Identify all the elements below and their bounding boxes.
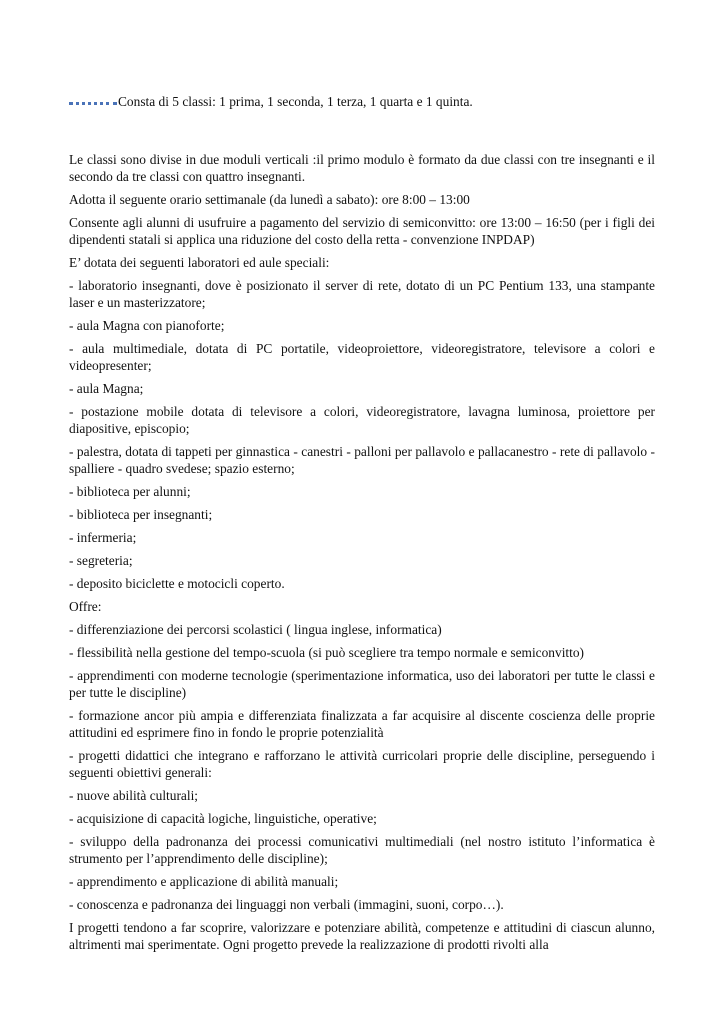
list-item: - acquisizione di capacità logiche, linguistiche, operative; — [69, 811, 377, 826]
list-item: - nuove abilità culturali; — [69, 788, 199, 803]
list-item: - apprendimenti con moderne tecnologie (sperimentazione informatica, uso dei laboratori per tutte le classi e per tutte le discipline) — [69, 668, 655, 700]
paragraph: Le classi sono divise in due moduli verticali :il primo modulo è formato da due classi con tre insegnanti e il secondo da tre classi con quattro insegnanti. — [69, 152, 655, 184]
list-item: - infermeria; — [69, 530, 137, 545]
list-item: - laboratorio insegnanti, dove è posizionato il server di rete, dotato di un PC Pentium 133, una stampante laser e un masterizzatore; — [69, 278, 655, 310]
list-item: - deposito biciclette e motocicli coperto. — [69, 576, 285, 591]
list-item: - aula multimediale, dotata di PC portatile, videoproiettore, videoregistratore, televisore a colori e videopresenter; — [69, 341, 655, 373]
list-item: - postazione mobile dotata di televisore a colori, videoregistratore, lavagna luminosa, proiettore per diapositive, episcopio; — [69, 404, 655, 436]
paragraph: Offre: — [69, 599, 102, 614]
paragraph: Consente agli alunni di usufruire a pagamento del servizio di semiconvitto: ore 13:00 – 16:50 (per i figli dei dipendenti statali si applica una riduzione del costo della retta - convenzione INPDAP) — [69, 215, 655, 247]
list-item: - apprendimento e applicazione di abilità manuali; — [69, 874, 339, 889]
list-item: - differenziazione dei percorsi scolastici ( lingua inglese, informatica) — [69, 622, 442, 637]
paragraph: E’ dotata dei seguenti laboratori ed aule speciali: — [69, 255, 330, 270]
intro-line — [69, 93, 669, 110]
intro-text: Consta di 5 classi: 1 prima, 1 seconda, 1 terza, 1 quarta e 1 quinta. — [118, 94, 473, 109]
dotted-marker — [69, 99, 117, 105]
list-item: - aula Magna; — [69, 381, 144, 396]
paragraph: I progetti tendono a far scoprire, valorizzare e potenziare abilità, competenze e attitudini di ciascun alunno, altrimenti mai sperimentate. Ogni progetto prevede la realizzazione di prodotti rivolti alla — [69, 920, 655, 952]
list-item: - conoscenza e padronanza dei linguaggi non verbali (immagini, suoni, corpo…). — [69, 897, 504, 912]
list-item: - sviluppo della padronanza dei processi comunicativi multimediali (nel nostro istituto l’informatica è strumento per l’apprendimento delle discipline); — [69, 834, 655, 866]
list-item: - formazione ancor più ampia e differenziata finalizzata a far acquisire al discente coscienza delle proprie attitudini ed esprimere fino in fondo le proprie potenzialità — [69, 708, 655, 740]
paragraph: Adotta il seguente orario settimanale (da lunedì a sabato): ore 8:00 – 13:00 — [69, 192, 470, 207]
list-item: - segreteria; — [69, 553, 133, 568]
list-item: - palestra, dotata di tappeti per ginnastica - canestri - palloni per pallavolo e pallacanestro - rete di pallavolo - spalliere - quadro svedese; spazio esterno; — [69, 444, 655, 476]
list-item: - biblioteca per alunni; — [69, 484, 191, 499]
list-item: - aula Magna con pianoforte; — [69, 318, 225, 333]
list-item: - biblioteca per insegnanti; — [69, 507, 213, 522]
list-item: - flessibilità nella gestione del tempo-scuola (si può scegliere tra tempo normale e semiconvitto) — [69, 645, 585, 660]
list-item: - progetti didattici che integrano e rafforzano le attività curricolari proprie delle discipline, perseguendo i seguenti obiettivi generali: — [69, 748, 655, 780]
body-text — [69, 151, 655, 959]
